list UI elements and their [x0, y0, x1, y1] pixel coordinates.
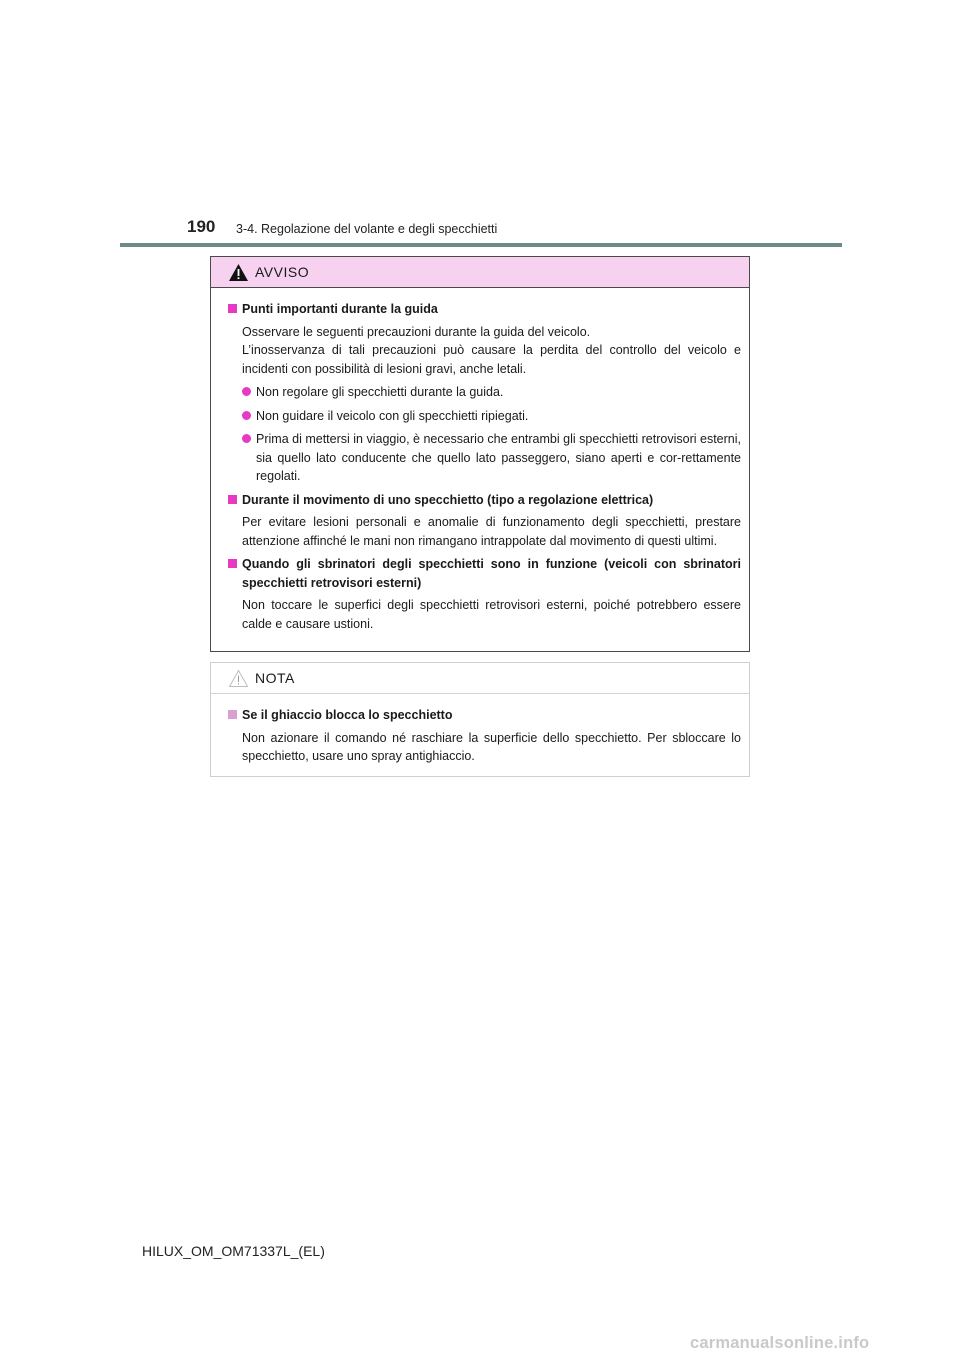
square-bullet-icon: [228, 710, 237, 719]
section-title: Durante il movimento di uno specchietto (tipo a regolazione elettrica): [228, 491, 741, 510]
circle-bullet-icon: [242, 411, 251, 420]
page-number: 190: [187, 217, 216, 236]
circle-bullet-icon: [242, 434, 251, 443]
square-bullet-icon: [228, 559, 237, 568]
warning-header: [211, 257, 749, 288]
note-box: [210, 662, 750, 777]
list-item: Non regolare gli specchietti durante la guida.: [228, 383, 741, 402]
warning-label: AVVISO: [255, 264, 310, 280]
note-body: [211, 694, 749, 766]
section-paragraph: Osservare le seguenti precauzioni durante la guida del veicolo. L’inosservanza di tali precauzioni può causare la perdita del controllo del veicolo e incidenti con possibilità di lesioni gravi, anche letali.: [242, 324, 741, 376]
warning-body: [211, 288, 749, 633]
note-header: [211, 663, 749, 694]
section-title: Punti importanti durante la guida: [228, 300, 741, 319]
circle-bullet-icon: [242, 387, 251, 396]
section-paragraph: Non azionare il comando né raschiare la superficie dello specchietto. Per sbloccare lo specchietto, usare uno spray antighiaccio.: [242, 730, 741, 763]
note-label: NOTA: [255, 670, 295, 686]
section-paragraph: Per evitare lesioni personali e anomalie di funzionamento degli specchietti, prestare attenzione affinché le mani non rimangano intrappolate dal movimento di questi ultimi.: [242, 515, 741, 548]
warning-triangle-filled-icon: [228, 263, 249, 282]
square-bullet-icon: [228, 495, 237, 504]
watermark: carmanualsonline.info: [690, 1334, 870, 1352]
chapter-title: 3-4. Regolazione del volante e degli specchietti: [236, 222, 498, 236]
section-paragraph: Non toccare le superfici degli specchietti retrovisori esterni, poiché potrebbero essere calde e causare ustioni.: [242, 598, 741, 631]
document-code: HILUX_OM_OM71337L_(EL): [142, 1243, 325, 1259]
list-item: Non guidare il veicolo con gli specchietti ripiegati.: [228, 407, 741, 426]
square-bullet-icon: [228, 304, 237, 313]
warning-triangle-outline-icon: [228, 669, 249, 688]
warning-box: [210, 256, 750, 652]
list-item: Prima di mettersi in viaggio, è necessario che entrambi gli specchietti retrovisori esterni, sia quello lato conducente che quello lato passeggero, siano aperti e cor-rettamente regolati.: [228, 430, 741, 486]
section-title: Quando gli sbrinatori degli specchietti sono in funzione (veicoli con sbrinatori specchietti retrovisori esterni): [228, 555, 741, 592]
section-title: Se il ghiaccio blocca lo specchietto: [228, 706, 741, 725]
header-rule: [120, 243, 842, 247]
